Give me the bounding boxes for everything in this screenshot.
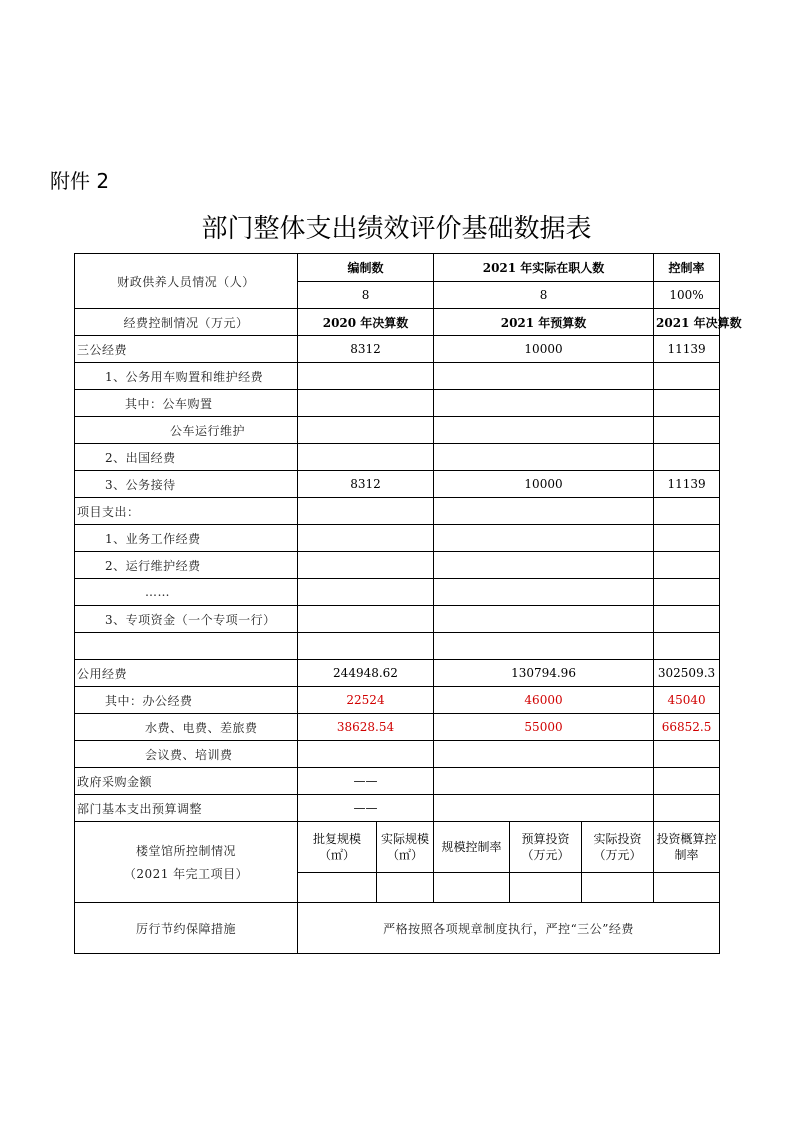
row-label: 1、公务用车购置和维护经费 [75,363,298,390]
expense-header-2021-final: 2021 年决算数 [654,309,720,336]
row-label: 3、专项资金（一个专项一行） [75,606,298,633]
cell-value: 46000 [434,687,654,714]
building-label [75,822,298,903]
staff-header-actual: 2021 年实际在职人数 [434,254,654,282]
table-row [75,579,720,606]
table-row [75,471,720,498]
row-label: 1、业务工作经费 [75,525,298,552]
table-row [75,633,720,660]
cell-value: 38628.54 [298,714,434,741]
thrift-value: 严格按照各项规章制度执行，严控“三公”经费 [298,903,720,954]
cell-value: 11139 [654,336,720,363]
building-header: 投资概算控制率 [654,822,720,873]
cell-value: 302509.3 [654,660,720,687]
cell-value: 22524 [298,687,434,714]
expense-header-2020: 2020 年决算数 [298,309,434,336]
row-label: 项目支出： [75,498,298,525]
table-row [75,363,720,390]
cell-value: 55000 [434,714,654,741]
building-label-line2: （2021 年完工项目） [123,867,249,881]
building-header: 批复规模（㎡） [298,822,377,873]
cell-value: 45040 [654,687,720,714]
staff-value-quota: 8 [298,282,434,309]
performance-data-table [74,253,742,954]
building-header: 规模控制率 [434,822,510,873]
table-row [75,525,720,552]
building-header: 实际投资（万元） [582,822,654,873]
building-header: 预算投资（万元） [510,822,582,873]
table-row [75,714,720,741]
table-row [75,552,720,579]
table-row [75,498,720,525]
expense-control-label: 经费控制情况（万元） [75,309,298,336]
row-label: 其中：办公经费 [75,687,298,714]
row-label: 三公经费 [75,336,298,363]
cell-value: 66852.5 [654,714,720,741]
table-row [75,417,720,444]
table-row [75,741,720,768]
cell-value: 244948.62 [298,660,434,687]
expense-header-2021-budget: 2021 年预算数 [434,309,654,336]
row-label: 2、运行维护经费 [75,552,298,579]
row-label: 3、公务接待 [75,471,298,498]
table-row [75,687,720,714]
cell-value: —— [298,795,434,822]
cell-value: 130794.96 [434,660,654,687]
thrift-label: 厉行节约保障措施 [75,903,298,954]
cell-value: 10000 [434,471,654,498]
row-label: 公用经费 [75,660,298,687]
row-label: 政府采购金额 [75,768,298,795]
row-label: 水费、电费、差旅费 [75,714,298,741]
staff-value-rate: 100% [654,282,720,309]
table-row [75,606,720,633]
row-label: 其中：公车购置 [75,390,298,417]
cell-value: 8312 [298,471,434,498]
cell-value: 10000 [434,336,654,363]
table-row [75,768,720,795]
row-label: 部门基本支出预算调整 [75,795,298,822]
cell-value: —— [298,768,434,795]
staff-header-quota: 编制数 [298,254,434,282]
building-label-line1: 楼堂馆所控制情况 [135,844,236,858]
staff-label: 财政供养人员情况（人） [75,254,298,309]
page-title: 部门整体支出绩效评价基础数据表 [201,214,592,244]
staff-value-actual: 8 [434,282,654,309]
table-row [75,336,720,363]
cell-value: 8312 [298,336,434,363]
attachment-label: 附件 2 [50,169,110,193]
row-label: 公车运行维护 [75,417,298,444]
table-row [75,660,720,687]
building-header: 实际规模（㎡） [377,822,434,873]
table-row [75,444,720,471]
table-row [75,795,720,822]
row-label: …… [75,579,298,606]
row-label: 会议费、培训费 [75,741,298,768]
cell-value: 11139 [654,471,720,498]
row-label: 2、出国经费 [75,444,298,471]
table-row [75,390,720,417]
staff-header-rate: 控制率 [654,254,720,282]
